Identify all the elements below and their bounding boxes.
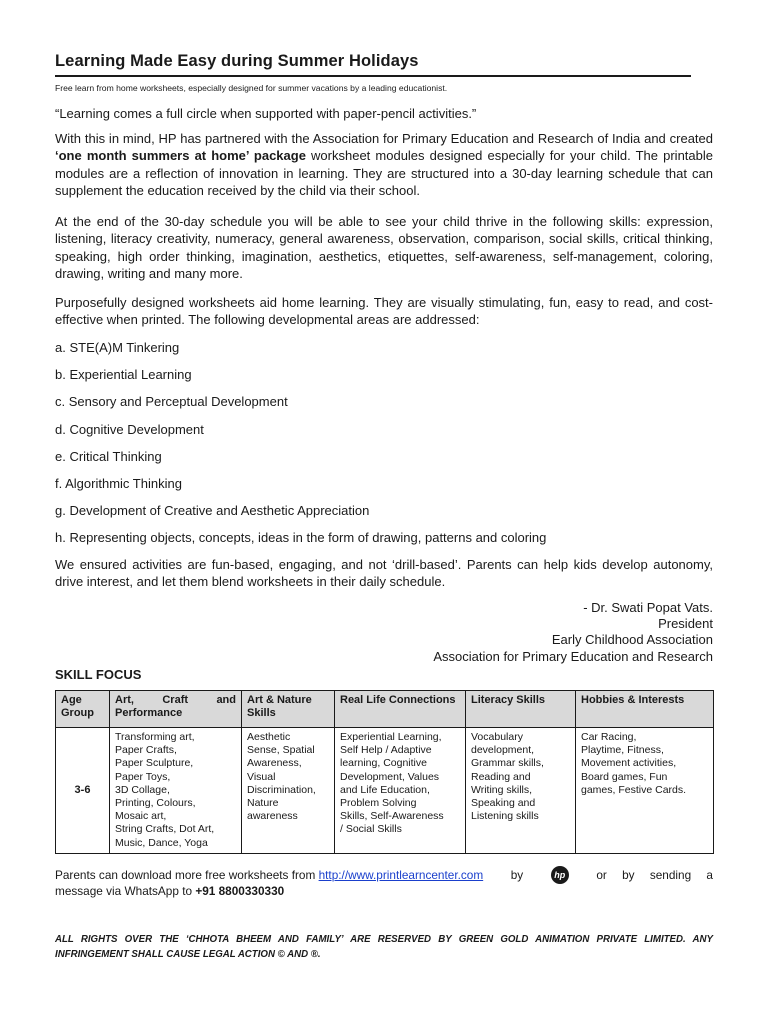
literacy-cell xyxy=(466,728,576,854)
cell-line: Experiential Learning, xyxy=(340,731,442,743)
intro-text-a: With this in mind, HP has partnered with the Association for Primary Education and Research of India and created xyxy=(55,131,713,146)
signature-role: President xyxy=(658,616,713,632)
hobbies-cell xyxy=(576,728,714,854)
page-subtitle: Free learn from home worksheets, especially designed for summer vacations by a leading educationist. xyxy=(55,83,448,93)
list-item: h. Representing objects, concepts, ideas in the form of drawing, patterns and coloring xyxy=(55,530,547,546)
whatsapp-line xyxy=(55,884,713,899)
quote: “Learning comes a full circle when supported with paper-pencil activities.” xyxy=(55,106,477,121)
cell-line: Vocabulary xyxy=(471,731,523,743)
cell-line: Mosaic art, xyxy=(115,810,167,823)
whatsapp-number[interactable]: +91 8800330330 xyxy=(195,884,285,898)
signature-org: Early Childhood Association xyxy=(551,632,713,648)
cell-line: awareness xyxy=(247,810,298,823)
list-item: f. Algorithmic Thinking xyxy=(55,475,182,491)
cell-line: Paper Crafts, xyxy=(115,744,177,757)
closing-paragraph: We ensured activities are fun-based, engaging, and not ‘drill-based’. Parents can help kids develop autonomy, drive interest, and let them blend worksheets in their daily schedule. xyxy=(55,557,713,590)
list-item: b. Experiential Learning xyxy=(55,367,192,383)
cell-line: Listening skills xyxy=(471,810,539,823)
cell-line: Movement activities, xyxy=(581,757,677,770)
cell-line: Self Help / Adaptive xyxy=(340,744,432,757)
column-header: Art, Craft and Performance xyxy=(110,691,242,728)
cell-line: Writing skills, xyxy=(471,783,533,796)
cell-line: Car Racing, xyxy=(581,731,637,743)
cell-line: Skills, Self-Awareness xyxy=(340,810,444,823)
art-craft-cell xyxy=(110,728,242,854)
cell-line: Nature xyxy=(247,797,279,810)
printlearn-link[interactable]: http://www.printlearncenter.com xyxy=(318,867,484,882)
cell-line: Discrimination, xyxy=(247,783,316,796)
list-item: a. STE(A)M Tinkering xyxy=(55,340,180,355)
cell-line: 3D Collage, xyxy=(115,783,170,796)
table-row xyxy=(56,728,714,854)
cell-line: / Social Skills xyxy=(340,823,402,836)
whatsapp-text: message via WhatsApp to xyxy=(55,884,193,898)
list-item: c. Sensory and Perceptual Development xyxy=(55,394,288,410)
cell-line: development, xyxy=(471,744,535,757)
rights-notice: ALL RIGHTS OVER THE ‘CHHOTA BHEEM AND FAMILY’ ARE RESERVED BY GREEN GOLD ANIMATION PRIVATE LIMITED. ANY INFRINGEMENT SHALL CAUSE LEGAL ACTION © AND ®. xyxy=(55,934,713,960)
signature-org: Association for Primary Education and Research xyxy=(433,648,713,664)
art-nature-cell xyxy=(242,728,335,854)
cell-line: Playtime, Fitness, xyxy=(581,744,664,757)
column-header: Hobbies & Interests xyxy=(576,691,714,728)
cell-line: Paper Toys, xyxy=(115,770,171,783)
intro-package-name: ‘one month summers at home’ package xyxy=(55,148,306,164)
developmental-areas-list xyxy=(55,339,546,557)
cell-line: Transforming art, xyxy=(115,731,195,743)
download-note xyxy=(55,866,713,899)
age-group-cell: 3-6 xyxy=(56,728,110,854)
column-header: Age Group xyxy=(56,691,110,728)
real-life-cell xyxy=(335,728,466,854)
download-lead: Parents can download more free worksheets from xyxy=(55,867,316,882)
cell-line: learning, Cognitive xyxy=(340,757,427,770)
cell-line: Development, Values xyxy=(340,770,440,783)
title-rule xyxy=(55,75,691,77)
cell-line: Awareness, xyxy=(247,757,302,770)
skills-paragraph: At the end of the 30-day schedule you will be able to see your child thrive in the following skills: expression, listening, literacy creativity, numeracy, general awareness, observation, comparison, social skills, critical thinking, speaking, high order thinking, imagination, aesthetics, etiquettes, self-awareness, self-management, coloring, drawing, writing and many more. xyxy=(55,214,713,281)
cell-line: Problem Solving xyxy=(340,797,417,810)
list-item: g. Development of Creative and Aesthetic Appreciation xyxy=(55,503,370,519)
skill-focus-table xyxy=(55,690,714,854)
cell-line: Grammar skills, xyxy=(471,757,544,770)
column-header: Real Life Connections xyxy=(335,691,466,728)
cell-line: Sense, Spatial xyxy=(247,744,315,757)
cell-line: and Life Education, xyxy=(340,783,430,796)
skill-focus-title: SKILL FOCUS xyxy=(55,667,142,682)
signature-block xyxy=(313,600,713,665)
cell-line: String Crafts, Dot Art, xyxy=(115,823,215,836)
table-header-row xyxy=(56,691,714,728)
cell-line: Printing, Colours, xyxy=(115,797,196,810)
cell-line: Speaking and xyxy=(471,797,536,810)
signature-name: - Dr. Swati Popat Vats. xyxy=(583,600,713,615)
list-item: e. Critical Thinking xyxy=(55,448,162,464)
intro-paragraph xyxy=(55,130,713,199)
hp-logo-icon: hp xyxy=(551,866,569,884)
cell-line: Board games, Fun xyxy=(581,770,668,783)
download-text xyxy=(55,868,483,883)
cell-line: Reading and xyxy=(471,770,531,783)
cell-line: games, Festive Cards. xyxy=(581,783,687,796)
worksheets-paragraph: Purposefully designed worksheets aid home learning. They are visually stimulating, fun, easy to read, and cost-effective when printed. The following developmental areas are addressed: xyxy=(55,295,713,328)
column-header: Art & Nature Skills xyxy=(242,691,335,728)
page-title: Learning Made Easy during Summer Holidays xyxy=(55,52,419,70)
download-note-line xyxy=(55,866,713,884)
cell-line: Visual xyxy=(247,770,276,783)
cell-line: Paper Sculpture, xyxy=(115,757,194,770)
by-text: by xyxy=(510,867,524,882)
intro-text-b: worksheet modules designed especially for your child. The printable modules are a reflection of innovation in learning. They are structured into a 30-day learning schedule that can supplement the education received by the child via their school. xyxy=(55,148,713,198)
cell-line: Music, Dance, Yoga xyxy=(115,836,208,849)
cell-line: Aesthetic xyxy=(247,731,291,743)
or-by-sending-text: or by sending a xyxy=(596,867,713,882)
column-header: Literacy Skills xyxy=(466,691,576,728)
list-item: d. Cognitive Development xyxy=(55,421,204,437)
